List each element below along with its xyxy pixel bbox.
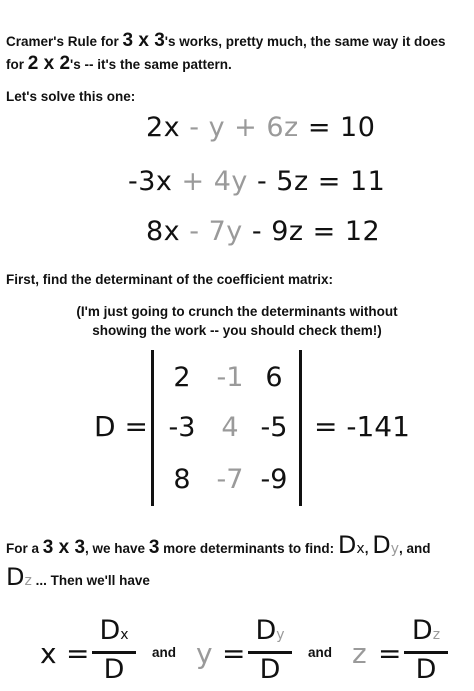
equation-term: -: [180, 112, 209, 143]
and-word: and: [308, 645, 333, 660]
equation-term: 8x: [146, 216, 181, 247]
note-line-1: (I'm just going to crunch the determinants without: [76, 304, 398, 319]
determinant-label: D =: [94, 410, 148, 443]
equation-term: +: [225, 112, 267, 143]
matrix-cell: 6: [265, 362, 283, 393]
matrix-cell: -7: [216, 464, 244, 495]
solve-label: Let's solve this one:: [6, 89, 136, 104]
matrix-cell: -5: [260, 412, 288, 443]
fraction-numerator: Dy: [255, 615, 285, 646]
matrix-cell: -9: [260, 464, 288, 495]
fraction-denominator: D: [415, 654, 437, 685]
equation-term: 9z: [271, 216, 304, 247]
formula-variable: y: [196, 637, 213, 670]
formula-equals: =: [222, 637, 246, 670]
dx-symbol: Dx: [337, 531, 365, 559]
equation-term: -: [242, 216, 272, 247]
formula-fraction: [404, 616, 448, 685]
matrix-cell: 4: [221, 412, 239, 443]
matrix-cell: -3: [168, 412, 196, 443]
equation-term: y: [208, 112, 226, 143]
determinant-result: = -141: [314, 410, 410, 443]
equation-term: = 11: [308, 166, 386, 197]
equation-3: [146, 216, 406, 247]
formula-fraction: [248, 616, 292, 685]
matrix-cell: -1: [216, 362, 244, 393]
formula-equals: =: [66, 637, 90, 670]
equation-term: = 10: [298, 112, 376, 143]
dy-symbol: Dy: [372, 531, 399, 559]
fraction-denominator: D: [259, 654, 281, 685]
matrix-right-bar: [299, 350, 302, 506]
equation-term: = 12: [303, 216, 381, 247]
and-word: and: [152, 645, 177, 660]
fraction-numerator: Dz: [411, 615, 441, 646]
equation-term: 4y: [213, 166, 248, 197]
formula-equals: =: [378, 637, 402, 670]
equation-term: -: [247, 166, 277, 197]
dz-symbol: Dz: [6, 563, 32, 591]
equation-term: +: [172, 166, 214, 197]
equation-term: -3x: [128, 166, 173, 197]
equation-1: [146, 112, 406, 143]
formula-variable: z: [352, 637, 367, 670]
matrix-cell: 8: [173, 464, 191, 495]
matrix-left-bar: [151, 350, 154, 506]
then-text: Dz ... Then we'll have: [6, 563, 150, 591]
equation-term: 7y: [208, 216, 243, 247]
intro-text: Cramer's Rule for 3 x 3's works, pretty much, the same way it does for 2 x 2's -- it's the same pattern.: [6, 30, 446, 74]
note-line-2: showing the work -- you should check them!): [92, 323, 382, 338]
equation-term: -: [180, 216, 209, 247]
more-determinants-text: For a 3 x 3, we have 3 more determinants to find: Dx, Dy, and: [6, 531, 431, 559]
fraction-numerator: Dx: [99, 615, 129, 646]
matrix-cell: 2: [173, 362, 191, 393]
fraction-denominator: D: [103, 654, 125, 685]
first-step-text: First, find the determinant of the coefficient matrix:: [6, 272, 334, 287]
equation-2: [128, 166, 388, 197]
formula-fraction: [92, 616, 136, 685]
equation-term: 2x: [146, 112, 181, 143]
formula-variable: x: [40, 637, 57, 670]
equation-term: 5z: [276, 166, 309, 197]
equation-term: 6z: [266, 112, 299, 143]
